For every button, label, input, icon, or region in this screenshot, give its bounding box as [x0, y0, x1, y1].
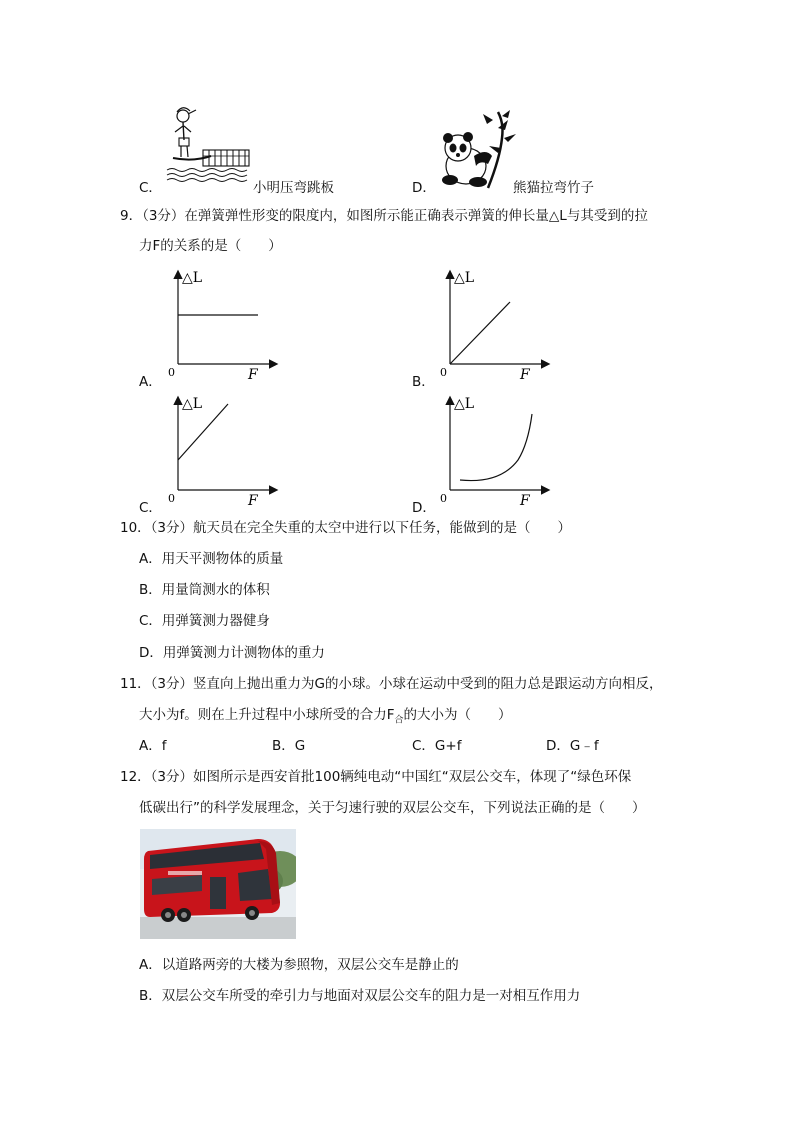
origin-label: 0	[440, 492, 447, 505]
x-axis-label: F	[248, 367, 258, 382]
q10-option-b: B．用量筒测水的体积	[139, 582, 270, 598]
option-letter: D．	[412, 180, 436, 196]
q10-option-c: C．用弹簧测力器健身	[139, 613, 270, 629]
origin-label: 0	[440, 366, 447, 379]
q12-option-b: B．双层公交车所受的牵引力与地面对双层公交车的阻力是一对相互作用力	[139, 988, 581, 1004]
graph-b-plot	[432, 262, 557, 382]
q10-stem: 10．（3分）航天员在完全失重的太空中进行以下任务，能做到的是（ ）	[120, 520, 572, 536]
q11-stem-line1: 11．（3分）竖直向上抛出重力为G的小球。小球在运动中受到的阻力总是跟运动方向相反，	[120, 676, 663, 692]
option-caption: 小明压弯跳板	[253, 180, 334, 196]
option-letter: C．	[139, 180, 162, 196]
q10-option-d: D．用弹簧测力计测物体的重力	[139, 645, 325, 661]
q12-stem-line1: 12．（3分）如图所示是西安首批100辆纯电动“中国红“双层公交车，体现了“绿色环保	[120, 769, 632, 785]
diving-board-figure	[163, 102, 253, 192]
y-axis-label: △L	[182, 270, 203, 286]
y-axis-label: △L	[182, 396, 203, 412]
option-letter: A．	[139, 374, 162, 390]
q11-stem-line2: 大小为f。则在上升过程中小球所受的合力$F_合$的大小为（ ）	[139, 707, 512, 726]
q11-option-a: A．f	[139, 738, 167, 754]
option-letter: D．	[412, 500, 436, 516]
q11-option-d: D．G﹣f	[546, 738, 599, 754]
origin-label: 0	[168, 366, 175, 379]
q12-stem-line2: 低碳出行”的科学发展理念，关于匀速行驶的双层公交车，下列说法正确的是（ ）	[139, 800, 646, 816]
x-axis-label: F	[520, 493, 530, 508]
x-axis-label: F	[248, 493, 258, 508]
q9-stem-line1: 9．（3分）在弹簧弹性形变的限度内，如图所示能正确表示弹簧的伸长量△L与其受到的拉	[120, 208, 648, 224]
q11-option-c: C．G+f	[412, 738, 462, 754]
graph-a-plot	[160, 262, 285, 382]
y-axis-label: △L	[454, 396, 475, 412]
option-caption: 熊猫拉弯竹子	[513, 180, 594, 196]
origin-label: 0	[168, 492, 175, 505]
q10-option-a: A．用天平测物体的质量	[139, 551, 284, 567]
q12-option-a: A．以道路两旁的大楼为参照物，双层公交车是静止的	[139, 957, 459, 973]
panda-bamboo-figure	[438, 108, 518, 190]
q11-subscript: 合	[394, 715, 404, 726]
y-axis-label: △L	[454, 270, 475, 286]
option-letter: C．	[139, 500, 162, 516]
double-decker-bus-photo	[140, 829, 296, 939]
q11-option-b: B．G	[272, 738, 306, 754]
graph-d-plot	[432, 388, 557, 508]
q9-stem-line2: 力F的关系的是（ ）	[139, 238, 282, 254]
x-axis-label: F	[520, 367, 530, 382]
option-letter: B．	[412, 374, 435, 390]
graph-c-plot	[160, 388, 285, 508]
